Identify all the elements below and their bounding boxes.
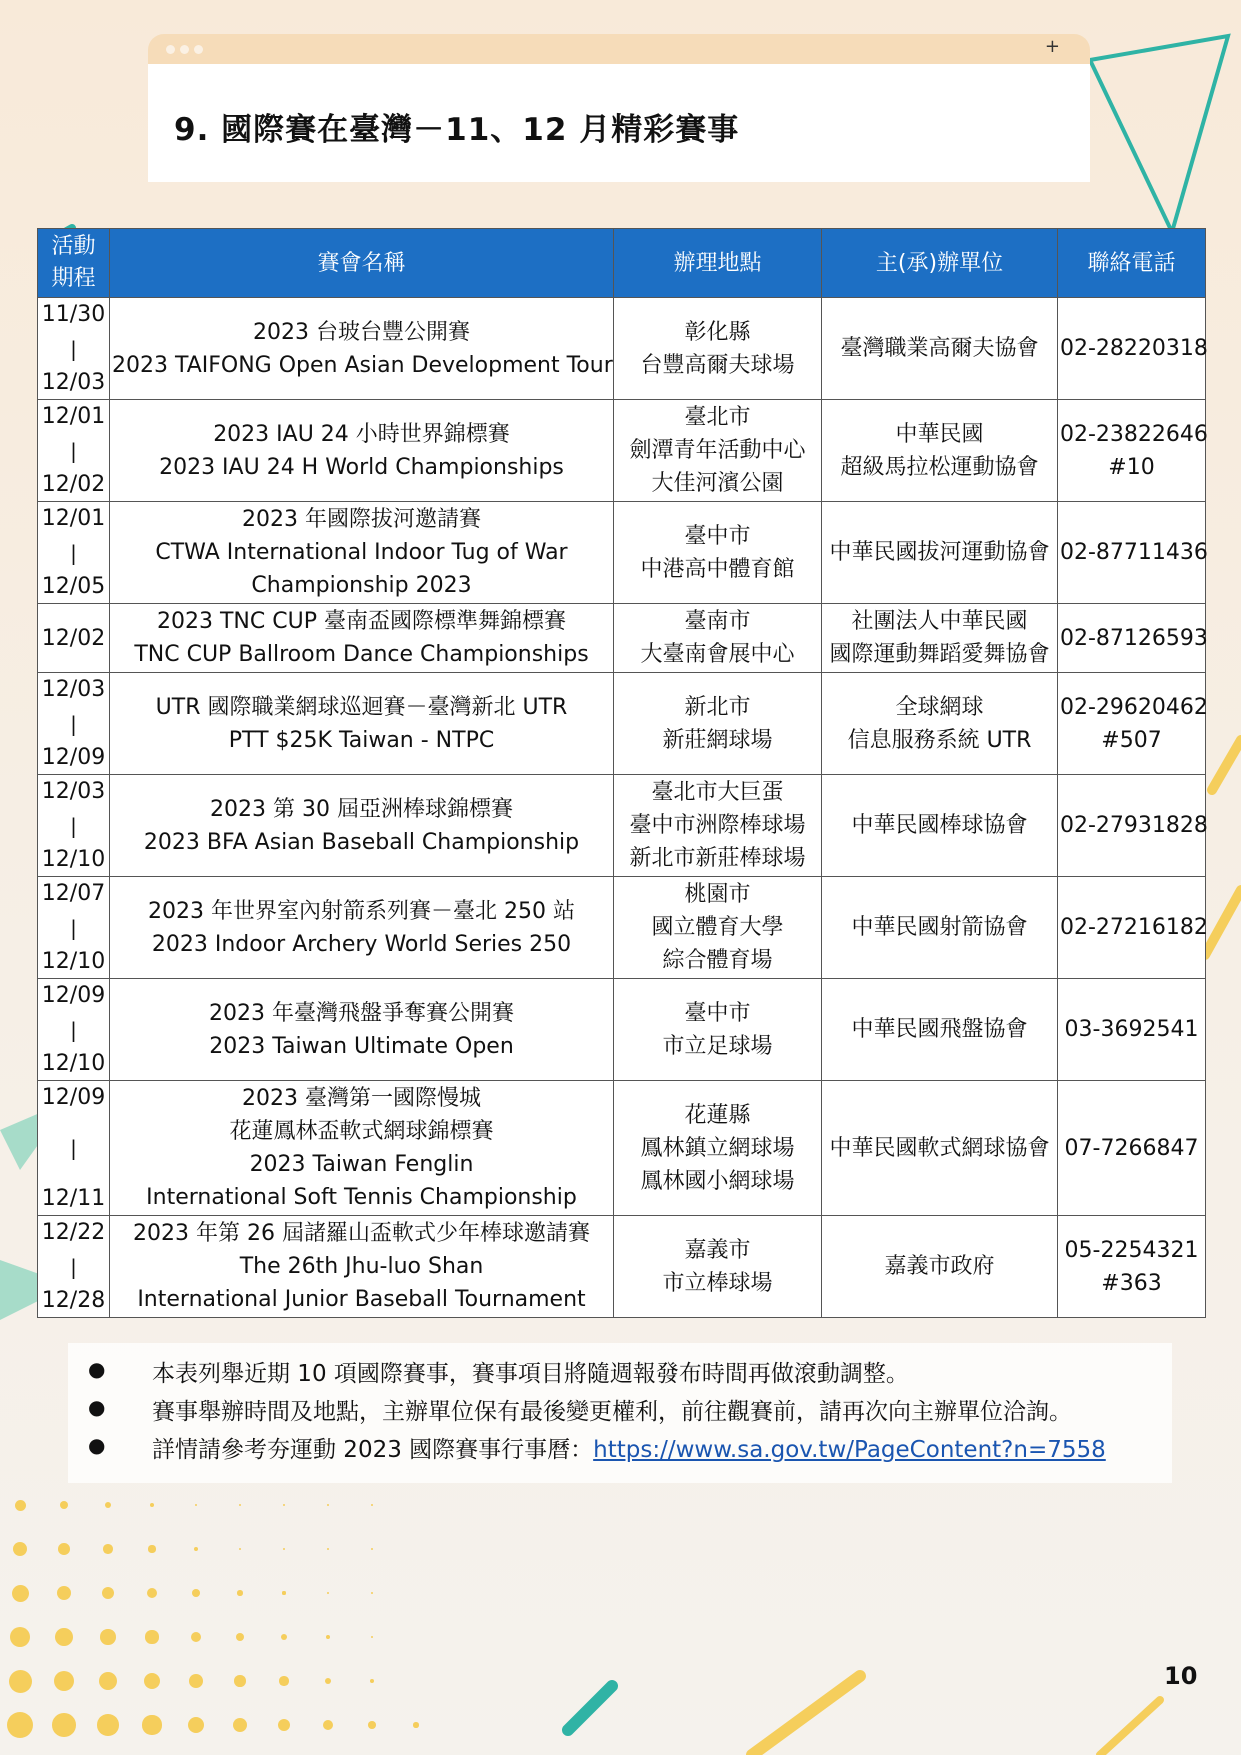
cell-organizer-line: 中華民國射箭協會	[851, 915, 1028, 940]
date-separator: |	[70, 915, 77, 940]
table-body	[38, 298, 1206, 1318]
cell-venue-line: 鳳林鎮立網球場	[640, 1135, 795, 1161]
cell-phone	[1058, 604, 1206, 673]
date-start: 11/30	[41, 302, 106, 327]
notes-box	[68, 1343, 1172, 1483]
halftone-dot	[279, 1676, 288, 1685]
cell-organizer	[822, 1216, 1058, 1318]
header-date-line-2: 期程	[51, 266, 96, 291]
cell-date	[38, 775, 110, 877]
cell-event-name	[110, 502, 614, 604]
cell-phone	[1058, 1216, 1206, 1318]
cell-phone	[1058, 502, 1206, 604]
cell-organizer-line: 中華民國	[895, 421, 984, 447]
halftone-dot	[13, 1542, 27, 1556]
date-separator: |	[70, 1136, 77, 1160]
halftone-dot	[371, 1636, 373, 1638]
cell-event-name-line: PTT $25K Taiwan - NTPC	[228, 727, 495, 753]
cell-event-name-line: UTR 國際職業網球巡迴賽－臺灣新北 UTR	[155, 694, 568, 720]
date-start: 12/22	[41, 1220, 106, 1245]
cell-event-name-line: 2023 年世界室內射箭系列賽－臺北 250 站	[148, 898, 575, 924]
cell-venue-line: 新北市新莊棒球場	[629, 846, 806, 871]
cell-event-name-line: 2023 TNC CUP 臺南盃國際標準舞錦標賽	[157, 609, 566, 634]
halftone-dot	[371, 1504, 373, 1506]
halftone-dot	[327, 1592, 329, 1594]
date-start: 12/09	[41, 1085, 106, 1110]
cell-venue	[614, 775, 822, 877]
halftone-dot	[327, 1548, 329, 1550]
date-range	[40, 673, 107, 774]
table-header-row	[38, 229, 1206, 298]
bullet-icon: ●	[88, 1357, 106, 1381]
table-row	[38, 673, 1206, 775]
cell-organizer-line: 國際運動舞蹈愛舞協會	[829, 642, 1050, 667]
halftone-dot	[100, 1629, 115, 1644]
cell-phone-line: #10	[1108, 454, 1155, 480]
cell-event-name-line: 2023 IAU 24 小時世界錦標賽	[213, 421, 510, 447]
cell-phone	[1058, 979, 1206, 1081]
teal-stroke-bottom	[568, 1686, 612, 1730]
cell-event-name	[110, 400, 614, 502]
cell-venue-line: 臺中市	[684, 523, 751, 549]
cell-phone-line: #363	[1101, 1270, 1162, 1296]
cell-phone-line: 02-28220318	[1060, 336, 1208, 361]
yellow-stroke-bottom	[752, 1676, 860, 1755]
cell-phone-line: 05-2254321	[1064, 1237, 1199, 1263]
cell-event-name-line: 2023 Taiwan Ultimate Open	[209, 1033, 514, 1059]
date-start: 12/03	[41, 779, 106, 804]
header-venue: 辦理地點	[614, 229, 822, 298]
window-dot-icon	[180, 45, 189, 54]
date-start: 12/07	[41, 881, 106, 906]
table-row	[38, 877, 1206, 979]
cell-venue-line: 彰化縣	[684, 319, 751, 345]
cell-event-name	[110, 1081, 614, 1216]
halftone-dot	[234, 1675, 246, 1687]
cell-phone-line: 02-29620462	[1060, 694, 1208, 720]
cell-organizer-line: 中華民國飛盤協會	[851, 1017, 1028, 1042]
date-end: 12/02	[41, 472, 106, 497]
cell-date	[38, 877, 110, 979]
cell-organizer	[822, 1081, 1058, 1216]
cell-phone-line: 03-3692541	[1064, 1017, 1199, 1042]
cell-event-name-line: International Junior Baseball Tournament	[137, 1287, 586, 1312]
cell-organizer-line: 嘉義市政府	[884, 1254, 995, 1279]
table-row	[38, 298, 1206, 400]
cell-event-name	[110, 775, 614, 877]
date-separator: |	[70, 1017, 77, 1042]
cell-organizer	[822, 400, 1058, 502]
cell-venue-line: 臺北市大巨蛋	[651, 780, 784, 805]
cell-organizer-line: 社團法人中華民國	[851, 609, 1028, 634]
halftone-dot	[150, 1503, 154, 1507]
cell-phone	[1058, 877, 1206, 979]
cell-event-name	[110, 604, 614, 673]
calendar-link[interactable]: https://www.sa.gov.tw/PageContent?n=7558	[593, 1437, 1106, 1463]
cell-venue	[614, 604, 822, 673]
halftone-dot	[326, 1635, 330, 1639]
date-end: 12/10	[41, 949, 106, 974]
halftone-dot	[7, 1712, 33, 1738]
date-end: 12/05	[41, 574, 106, 599]
halftone-dot	[55, 1628, 73, 1646]
cell-venue	[614, 502, 822, 604]
date-start: 12/01	[41, 506, 106, 531]
cell-venue	[614, 877, 822, 979]
cell-phone-line: 02-87126593	[1060, 625, 1208, 651]
table-row	[38, 1216, 1206, 1318]
halftone-dot	[97, 1714, 118, 1735]
yellow-stroke-right-1	[1212, 740, 1241, 790]
note-text: 賽事舉辦時間及地點，主辦單位保有最後變更權利，前往觀賽前，請再次向主辦單位洽詢。	[152, 1399, 1072, 1425]
yellow-stroke-bottom-right	[1100, 1700, 1160, 1755]
cell-venue-line: 新北市	[684, 694, 751, 720]
cell-organizer-line: 超級馬拉松運動協會	[840, 454, 1039, 480]
bullet-icon: ●	[88, 1433, 106, 1457]
date-range	[40, 604, 107, 672]
date-range	[40, 1081, 107, 1215]
table-row	[38, 400, 1206, 502]
note-text: 詳情請參考夯運動 2023 國際賽事行事曆：	[152, 1437, 594, 1463]
cell-event-name-line: 2023 第 30 屆亞洲棒球錦標賽	[210, 796, 513, 822]
date-range	[40, 775, 107, 876]
cell-event-name-line: The 26th Jhu-luo Shan	[239, 1254, 484, 1279]
halftone-dot	[148, 1545, 155, 1552]
cell-event-name	[110, 298, 614, 400]
halftone-dot	[9, 1670, 32, 1693]
cell-event-name	[110, 1216, 614, 1318]
cell-organizer	[822, 673, 1058, 775]
note-text: 本表列舉近期 10 項國際賽事，賽事項目將隨週報發布時間再做滾動調整。	[152, 1361, 909, 1387]
cell-venue-line: 市立足球場	[662, 1033, 773, 1059]
date-start: 12/01	[41, 404, 106, 429]
header-card-bar	[148, 34, 1090, 64]
teal-triangle-outline	[1090, 36, 1228, 232]
bullet-icon: ●	[88, 1395, 106, 1419]
table-row	[38, 502, 1206, 604]
halftone-dot	[144, 1673, 160, 1689]
cell-phone-line: #507	[1101, 727, 1162, 753]
date-end: 12/10	[41, 1051, 106, 1076]
cell-event-name	[110, 673, 614, 775]
cell-date	[38, 502, 110, 604]
cell-organizer	[822, 877, 1058, 979]
cell-event-name-line: 2023 BFA Asian Baseball Championship	[143, 829, 580, 855]
halftone-dot	[413, 1722, 418, 1727]
cell-venue-line: 嘉義市	[684, 1237, 751, 1263]
halftone-dot	[147, 1588, 157, 1598]
halftone-dot	[103, 1544, 112, 1553]
cell-date	[38, 400, 110, 502]
cell-venue	[614, 979, 822, 1081]
cell-event-name-line: Championship 2023	[251, 573, 472, 598]
cell-venue-line: 臺南市	[684, 609, 751, 634]
halftone-dot	[10, 1627, 30, 1647]
cell-date	[38, 1216, 110, 1318]
cell-organizer-line: 全球網球	[895, 694, 984, 720]
cell-organizer-line: 臺灣職業高爾夫協會	[840, 336, 1039, 361]
date-start: 12/09	[41, 983, 106, 1008]
cell-venue	[614, 400, 822, 502]
cell-event-name-line: TNC CUP Ballroom Dance Championships	[134, 642, 589, 667]
cell-phone	[1058, 400, 1206, 502]
cell-venue-line: 大臺南會展中心	[640, 642, 795, 667]
date-range	[40, 502, 107, 603]
halftone-dot	[195, 1504, 197, 1506]
date-separator: |	[70, 711, 77, 736]
cell-event-name-line: 2023 Taiwan Fenglin	[249, 1152, 474, 1177]
cell-venue-line: 劍潭青年活動中心	[629, 438, 806, 463]
halftone-dot	[192, 1589, 200, 1597]
date-start: 12/02	[41, 625, 106, 651]
cell-organizer	[822, 775, 1058, 877]
halftone-dot	[145, 1630, 158, 1643]
date-end: 12/09	[41, 745, 106, 770]
cell-venue	[614, 1081, 822, 1216]
cell-venue-line: 大佳河濱公園	[651, 471, 784, 496]
cell-organizer-line: 信息服務系統 UTR	[847, 727, 1032, 753]
date-separator: |	[70, 336, 77, 361]
date-separator: |	[70, 540, 77, 565]
date-end: 12/28	[41, 1288, 106, 1313]
halftone-dot	[189, 1674, 203, 1688]
cell-venue-line: 臺中市	[684, 1000, 751, 1026]
table-row	[38, 1081, 1206, 1216]
halftone-dot	[239, 1504, 241, 1506]
halftone-dot	[371, 1592, 373, 1594]
halftone-dot	[283, 1548, 285, 1550]
cell-event-name-line: 花蓮鳳林盃軟式網球錦標賽	[229, 1119, 494, 1144]
table-row	[38, 775, 1206, 877]
cell-phone-line: 02-27216182	[1060, 915, 1208, 940]
cell-event-name	[110, 877, 614, 979]
cell-venue-line: 台豐高爾夫球場	[640, 352, 795, 378]
date-end: 12/11	[41, 1186, 106, 1211]
cell-event-name-line: CTWA International Indoor Tug of War	[155, 540, 568, 565]
date-range	[40, 298, 107, 399]
cell-phone-line: 02-23822646	[1060, 421, 1208, 447]
date-range	[40, 400, 107, 501]
cell-venue-line: 桃園市	[684, 882, 751, 907]
cell-date	[38, 298, 110, 400]
cell-organizer-line: 中華民國棒球協會	[851, 813, 1028, 838]
cell-phone	[1058, 1081, 1206, 1216]
date-separator: |	[70, 1254, 77, 1279]
cell-venue-line: 臺中市洲際棒球場	[629, 813, 806, 838]
halftone-dot	[282, 1591, 285, 1594]
cell-venue-line: 臺北市	[684, 405, 751, 430]
cell-event-name-line: International Soft Tennis Championship	[146, 1185, 577, 1210]
cell-event-name-line: 2023 TAIFONG Open Asian Development Tour	[112, 352, 613, 378]
halftone-dot	[142, 1715, 161, 1734]
cell-organizer-line: 中華民國拔河運動協會	[829, 540, 1050, 565]
cell-phone	[1058, 298, 1206, 400]
cell-event-name-line: 2023 IAU 24 H World Championships	[159, 454, 564, 480]
cell-venue-line: 國立體育大學	[651, 915, 784, 940]
cell-event-name-line: 2023 Indoor Archery World Series 250	[151, 931, 572, 957]
window-dot-icon	[194, 45, 203, 54]
cell-organizer	[822, 979, 1058, 1081]
cell-event-name-line: 2023 年國際拔河邀請賽	[242, 507, 481, 532]
halftone-dot	[327, 1504, 329, 1506]
cell-date	[38, 604, 110, 673]
date-separator: |	[70, 813, 77, 838]
events-table	[37, 228, 1206, 1318]
table-row	[38, 979, 1206, 1081]
cell-organizer	[822, 502, 1058, 604]
halftone-dot	[323, 1720, 333, 1730]
cell-organizer	[822, 298, 1058, 400]
header-organizer: 主(承)辦單位	[822, 229, 1058, 298]
plus-icon: +	[1044, 36, 1060, 57]
halftone-dot	[15, 1500, 26, 1511]
halftone-dot	[52, 1713, 76, 1737]
page-title: 9. 國際賽在臺灣－11、12 月精彩賽事	[174, 112, 740, 148]
date-range	[40, 979, 107, 1080]
cell-event-name-line: 2023 年臺灣飛盤爭奪賽公開賽	[209, 1000, 514, 1026]
halftone-dot	[12, 1585, 29, 1602]
cell-venue-line: 綜合體育場	[662, 948, 773, 973]
page-number: 10	[1164, 1662, 1198, 1690]
note-text-with-link	[152, 1431, 1106, 1464]
cell-venue-line: 花蓮縣	[684, 1102, 751, 1128]
cell-organizer	[822, 604, 1058, 673]
title-card	[148, 64, 1090, 182]
date-separator: |	[70, 438, 77, 463]
cell-venue-line: 新莊網球場	[662, 727, 773, 753]
table-row	[38, 604, 1206, 673]
date-range	[40, 877, 107, 978]
cell-date	[38, 673, 110, 775]
yellow-stroke-right-2	[1205, 890, 1241, 955]
cell-event-name-line: 2023 年第 26 屆諸羅山盃軟式少年棒球邀請賽	[133, 1221, 590, 1246]
cell-phone-line: 07-7266847	[1064, 1135, 1199, 1161]
header-date-line-1: 活動	[51, 234, 96, 259]
date-start: 12/03	[41, 677, 106, 702]
halftone-dot	[283, 1504, 285, 1506]
cell-event-name-line: 2023 臺灣第一國際慢城	[242, 1086, 481, 1111]
date-end: 12/10	[41, 847, 106, 872]
cell-venue	[614, 298, 822, 400]
cell-date	[38, 979, 110, 1081]
halftone-dot	[368, 1721, 376, 1729]
cell-event-name	[110, 979, 614, 1081]
header-name: 賽會名稱	[110, 229, 614, 298]
cell-venue	[614, 1216, 822, 1318]
cell-venue	[614, 673, 822, 775]
header-date	[38, 229, 110, 298]
cell-venue-line: 鳳林國小網球場	[640, 1168, 795, 1194]
halftone-dot	[371, 1548, 373, 1550]
header-phone: 聯絡電話	[1058, 229, 1206, 298]
date-range	[40, 1216, 107, 1317]
cell-phone-line: 02-27931828	[1060, 813, 1208, 838]
cell-venue-line: 市立棒球場	[662, 1270, 773, 1296]
cell-phone-line: 02-87711436	[1060, 540, 1208, 565]
halftone-dot	[58, 1543, 70, 1555]
window-dot-icon	[166, 45, 175, 54]
cell-phone	[1058, 673, 1206, 775]
cell-event-name-line: 2023 台玻台豐公開賽	[253, 319, 470, 345]
date-end: 12/03	[41, 370, 106, 395]
cell-date	[38, 1081, 110, 1216]
cell-organizer-line: 中華民國軟式網球協會	[829, 1135, 1050, 1161]
cell-phone	[1058, 775, 1206, 877]
halftone-dot	[237, 1590, 243, 1596]
cell-venue-line: 中港高中體育館	[640, 556, 795, 582]
